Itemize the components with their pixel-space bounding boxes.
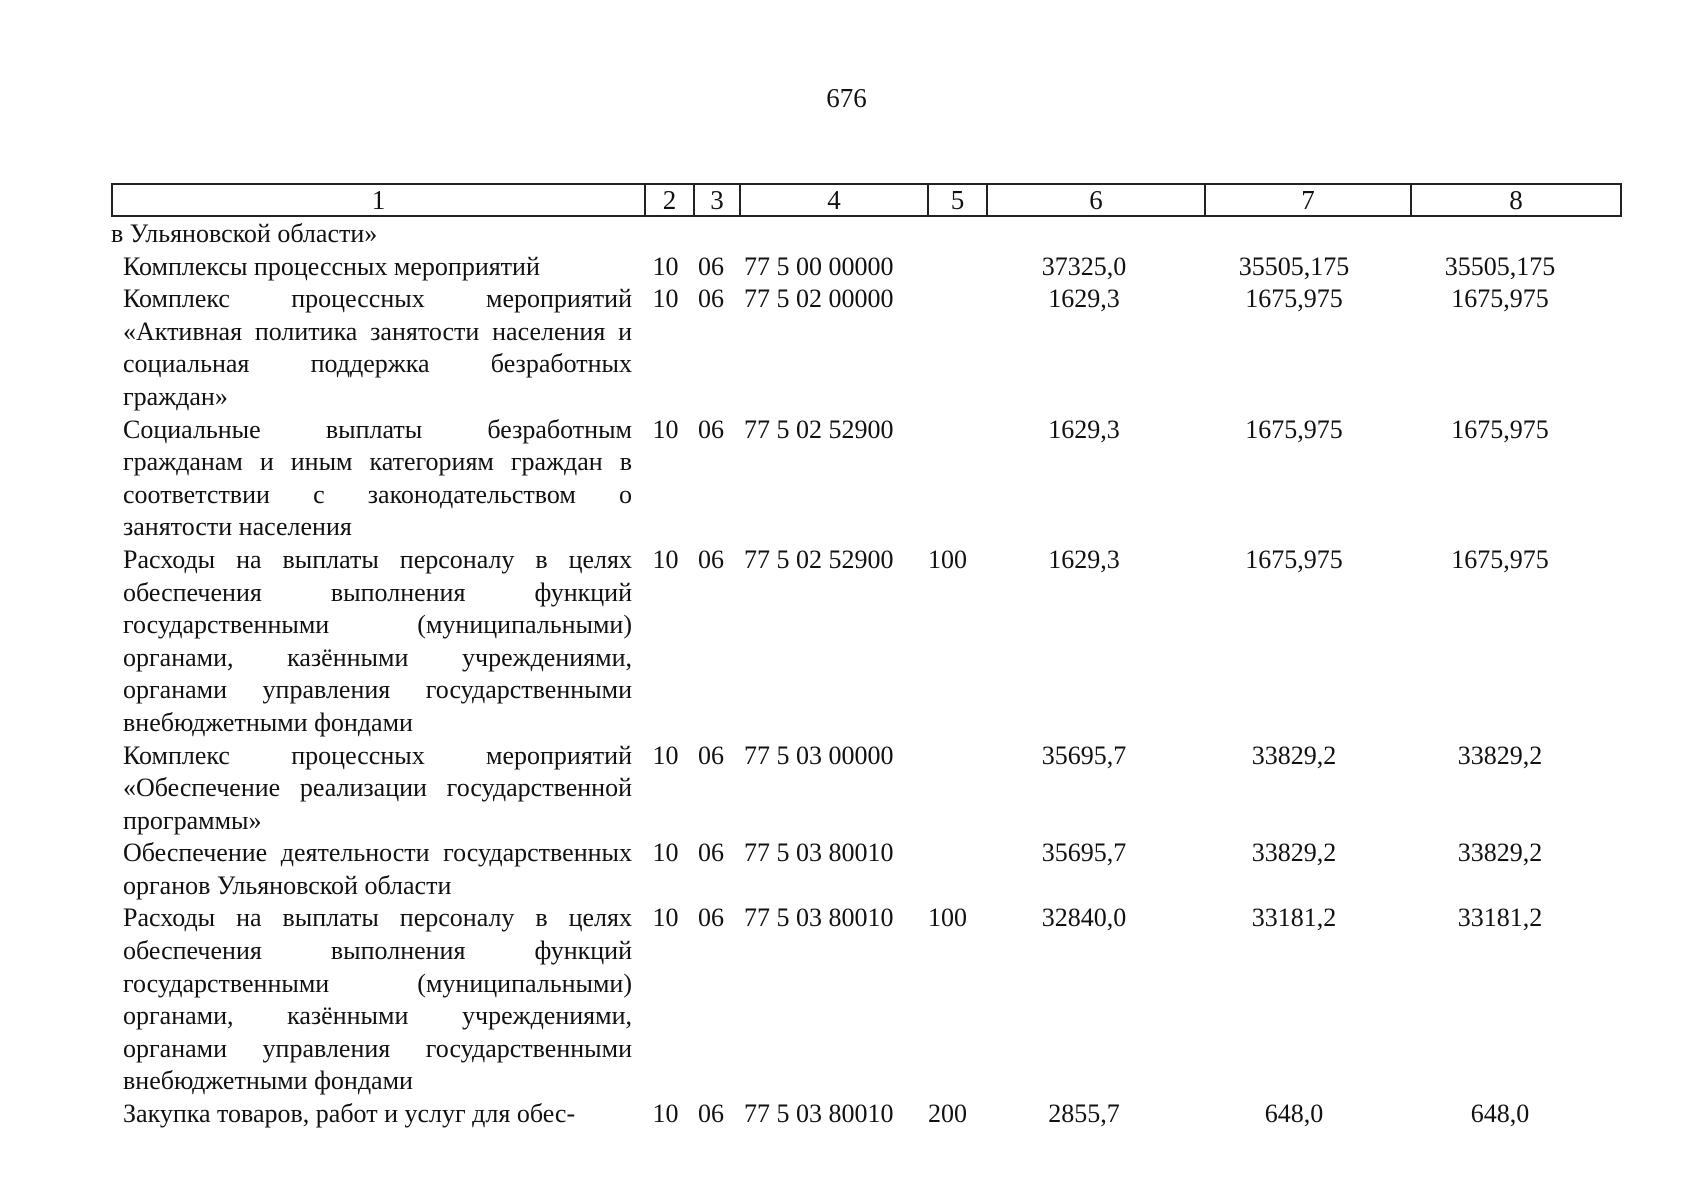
row-name: Обеспечение деятельности государственных органов Ульяновской области <box>123 838 632 900</box>
row-section: 10 <box>652 740 679 770</box>
row-section: 10 <box>652 251 679 281</box>
row-name: Комплексы процессных мероприятий <box>123 251 540 281</box>
row-section: 10 <box>652 414 679 444</box>
row-name: Комплекс процессных мероприятий «Обеспечение реализации государственной программы» <box>123 740 632 835</box>
row-subsection <box>689 218 733 251</box>
table-row <box>111 218 1604 251</box>
row-amount-7: 1675,975 <box>1245 284 1343 314</box>
row-section: 10 <box>652 903 679 933</box>
table-row <box>111 414 1604 544</box>
row-expense-type <box>919 283 976 413</box>
row-amount-6: 2855,7 <box>1048 1099 1120 1129</box>
row-subsection: 06 <box>698 903 724 933</box>
row-subsection: 06 <box>698 740 724 770</box>
header-col-4: 4 <box>740 184 928 216</box>
header-col-7: 7 <box>1205 184 1411 216</box>
row-amount-6 <box>976 218 1192 251</box>
table-row <box>111 837 1604 902</box>
header-col-1: 1 <box>112 184 645 216</box>
header-col-5: 5 <box>928 184 987 216</box>
row-section: 10 <box>652 838 679 868</box>
row-expense-type <box>919 251 976 284</box>
row-amount-6: 1629,3 <box>1048 544 1120 574</box>
row-amount-7: 33829,2 <box>1251 838 1337 868</box>
row-expense-type: 200 <box>928 1099 967 1129</box>
table-row <box>111 251 1604 284</box>
row-target-code: 77 5 03 80010 <box>744 838 894 868</box>
row-target-code: 77 5 03 80010 <box>744 1099 894 1129</box>
row-target-code: 77 5 00 00000 <box>744 251 894 281</box>
header-col-2: 2 <box>645 184 694 216</box>
row-amount-6: 35695,7 <box>1041 740 1127 770</box>
page-number: 676 <box>826 83 867 113</box>
row-subsection: 06 <box>698 544 724 574</box>
row-amount-8: 35505,175 <box>1444 251 1556 281</box>
table-row <box>111 544 1604 740</box>
row-amount-8: 1675,975 <box>1451 284 1549 314</box>
row-amount-8: 33829,2 <box>1457 740 1543 770</box>
budget-table <box>111 218 1604 1131</box>
row-amount-7: 33181,2 <box>1251 903 1337 933</box>
row-target-code <box>733 218 919 251</box>
row-target-code: 77 5 02 52900 <box>744 544 894 574</box>
row-amount-7: 1675,975 <box>1245 544 1343 574</box>
row-expense-type <box>919 837 976 902</box>
row-amount-8: 1675,975 <box>1451 414 1549 444</box>
row-amount-7 <box>1192 218 1396 251</box>
row-amount-7: 1675,975 <box>1245 414 1343 444</box>
row-amount-6: 1629,3 <box>1048 284 1120 314</box>
row-subsection: 06 <box>698 1099 724 1129</box>
row-subsection: 06 <box>698 838 724 868</box>
table-header <box>111 183 1622 217</box>
row-amount-7: 35505,175 <box>1238 251 1350 281</box>
row-amount-6: 37325,0 <box>1041 251 1127 281</box>
row-amount-8: 33829,2 <box>1457 838 1543 868</box>
header-col-8: 8 <box>1411 184 1621 216</box>
row-section: 10 <box>652 1099 679 1129</box>
row-section: 10 <box>652 284 679 314</box>
row-amount-6: 35695,7 <box>1041 838 1127 868</box>
row-amount-8 <box>1396 218 1604 251</box>
table-row <box>111 740 1604 838</box>
row-expense-type: 100 <box>928 544 967 574</box>
row-amount-8: 648,0 <box>1470 1099 1530 1129</box>
row-subsection: 06 <box>698 251 724 281</box>
row-amount-8: 33181,2 <box>1457 903 1543 933</box>
row-expense-type <box>919 218 976 251</box>
row-target-code: 77 5 03 80010 <box>744 903 894 933</box>
row-name: Закупка товаров, работ и услуг для обес- <box>123 1099 576 1129</box>
row-expense-type <box>919 414 976 544</box>
row-name: Расходы на выплаты персоналу в целях обеспечения выполнения функций государственными (муниципальными) органами, казёнными учреждениями, органами управления государственными внебюджетными фондами <box>123 903 632 1096</box>
row-name: в Ульяновской области» <box>111 219 378 248</box>
table-row <box>111 283 1604 413</box>
row-section: 10 <box>652 544 679 574</box>
header-col-6: 6 <box>987 184 1205 216</box>
row-target-code: 77 5 03 00000 <box>744 740 894 770</box>
row-name: Социальные выплаты безработным гражданам и иным категориям граждан в соответствии с законодательством о занятости населения <box>123 414 632 542</box>
row-expense-type <box>919 740 976 838</box>
table-row <box>111 1098 1604 1131</box>
row-amount-7: 648,0 <box>1264 1099 1324 1129</box>
header-row <box>112 184 1621 216</box>
row-expense-type: 100 <box>928 903 967 933</box>
row-target-code: 77 5 02 52900 <box>744 414 894 444</box>
row-section <box>642 218 689 251</box>
row-amount-6: 32840,0 <box>1041 903 1127 933</box>
row-amount-6: 1629,3 <box>1048 414 1120 444</box>
row-amount-8: 1675,975 <box>1451 544 1549 574</box>
row-subsection: 06 <box>698 414 724 444</box>
row-name: Комплекс процессных мероприятий «Активная политика занятости населения и социальная поддержка безработных граждан» <box>123 284 632 411</box>
header-col-3: 3 <box>694 184 740 216</box>
table-row <box>111 902 1604 1098</box>
row-subsection: 06 <box>698 284 724 314</box>
row-target-code: 77 5 02 00000 <box>744 284 894 314</box>
row-name: Расходы на выплаты персоналу в целях обеспечения выполнения функций государственными (муниципальными) органами, казёнными учреждениями, органами управления государственными внебюджетными фондами <box>123 544 632 737</box>
row-amount-7: 33829,2 <box>1251 740 1337 770</box>
